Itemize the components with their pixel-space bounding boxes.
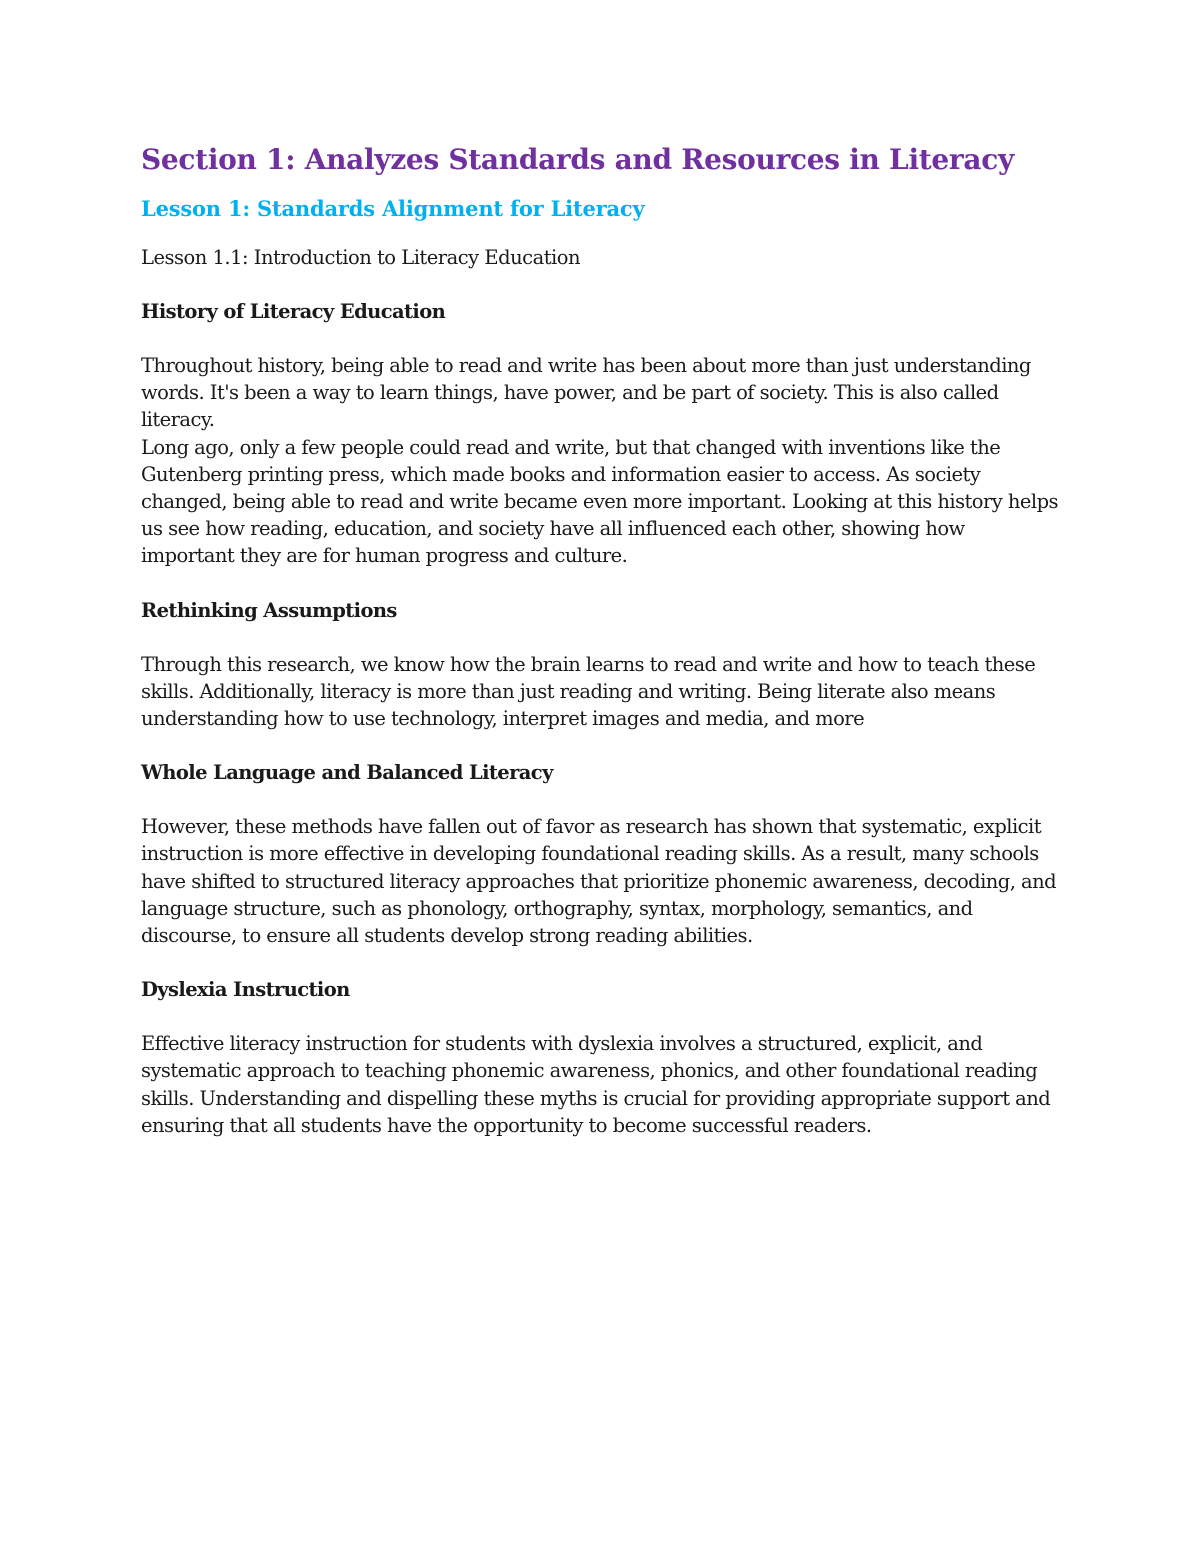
paragraph-history-1: Throughout history, being able to read and write has been about more than just understanding words. It's been a way to learn things, have power, and be part of society. This is also called literacy.: [141, 354, 1031, 432]
paragraph-dyslexia: Effective literacy instruction for students with dyslexia involves a structured, explicit, and systematic approach to teaching phonemic awareness, phonics, and other foundational reading skills. Understanding and dispelling these myths is crucial for providing appropriate support and ensuring that all students have the opportunity to become successful readers.: [141, 1032, 1051, 1137]
lesson-subtitle: Lesson 1.1: Introduction to Literacy Education: [141, 246, 581, 269]
heading-dyslexia-instruction: Dyslexia Instruction: [141, 978, 350, 1002]
paragraph-whole-language: However, these methods have fallen out of favor as research has shown that systematic, explicit instruction is more effective in developing foundational reading skills. As a result, many schools have shifted to structured literacy approaches that prioritize phonemic awareness, decoding, and language structure, such as phonology, orthography, syntax, morphology, semantics, and discourse, to ensure all students develop strong reading abilities.: [141, 815, 1057, 948]
heading-whole-language: Whole Language and Balanced Literacy: [141, 761, 553, 785]
heading-history-of-literacy: History of Literacy Education: [141, 300, 446, 323]
paragraph-history-2: Long ago, only a few people could read and write, but that changed with inventions like the Gutenberg printing press, which made books and information easier to access. As society changed, being able to read and write became even more important. Looking at this history helps us see how reading, education, and society have all influenced each other, showing how important they are for human progress and culture.: [141, 435, 1058, 568]
section-title: Section 1: Analyzes Standards and Resources in Literacy: [141, 143, 1014, 176]
document-body: [141, 138, 1061, 1139]
heading-rethinking-assumptions: Rethinking Assumptions: [141, 598, 397, 622]
paragraph-rethinking: Through this research, we know how the brain learns to read and write and how to teach these skills. Additionally, literacy is more than just reading and writing. Being literate also means understanding how to use technology, interpret images and media, and more: [141, 652, 1036, 731]
lesson-title: Lesson 1: Standards Alignment for Literacy: [141, 196, 645, 221]
